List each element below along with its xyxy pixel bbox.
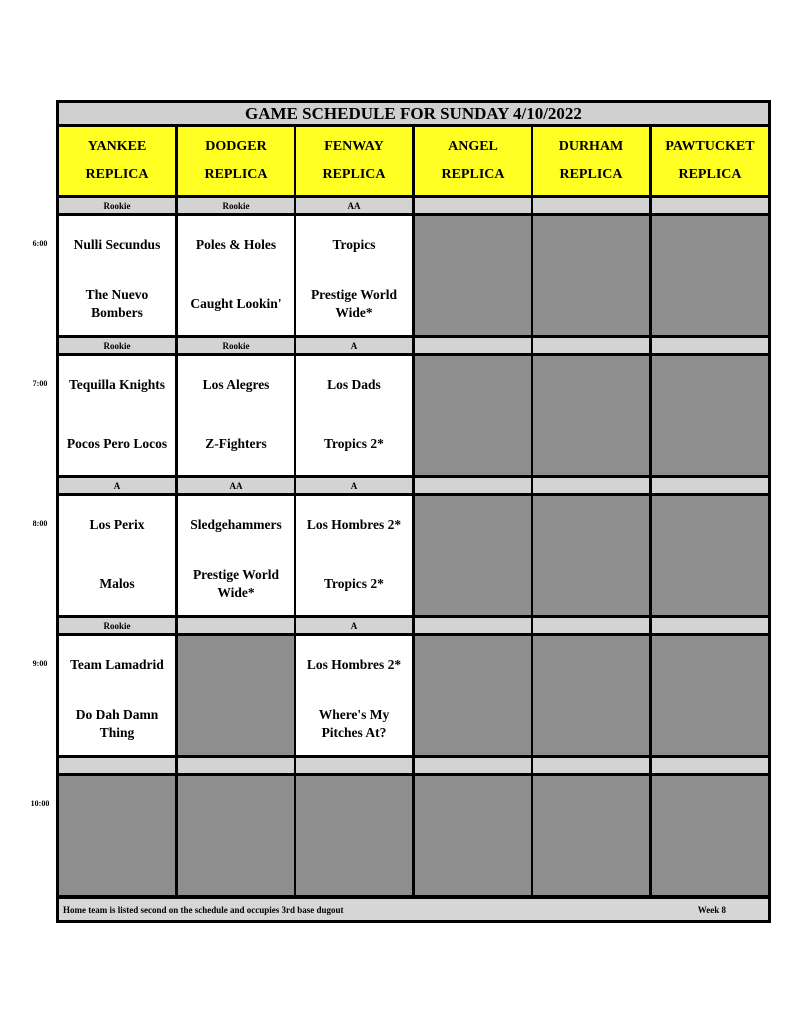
home-team: Prestige World Wide* bbox=[192, 567, 280, 600]
game-cell bbox=[59, 216, 175, 335]
home-team: Z-Fighters bbox=[205, 436, 267, 451]
division-label bbox=[533, 198, 649, 213]
division-label: Rookie bbox=[59, 198, 175, 213]
division-label: AA bbox=[296, 198, 412, 213]
empty-slot bbox=[415, 356, 531, 475]
empty-slot bbox=[415, 636, 531, 755]
empty-slot bbox=[652, 216, 768, 335]
time-label: 6:00 bbox=[32, 239, 48, 248]
division-label bbox=[652, 618, 768, 633]
empty-slot bbox=[533, 496, 649, 615]
division-label bbox=[533, 758, 649, 773]
time-label: 10:00 bbox=[30, 799, 50, 808]
division-label bbox=[415, 198, 531, 213]
empty-slot bbox=[59, 776, 175, 895]
game-cell bbox=[178, 496, 294, 615]
schedule-table bbox=[56, 100, 771, 923]
away-team: Tropics bbox=[332, 237, 376, 252]
field-header bbox=[415, 127, 531, 195]
field-subtitle: REPLICA bbox=[559, 167, 623, 182]
home-team: Caught Lookin' bbox=[190, 296, 282, 311]
away-team: Nulli Secundus bbox=[73, 237, 161, 252]
empty-slot bbox=[652, 636, 768, 755]
home-team: Tropics 2* bbox=[324, 436, 384, 451]
division-label bbox=[296, 758, 412, 773]
field-subtitle: REPLICA bbox=[322, 167, 386, 182]
home-team: Tropics 2* bbox=[324, 576, 384, 591]
division-label bbox=[533, 338, 649, 353]
away-team: Los Perix bbox=[89, 517, 145, 532]
home-team: The Nuevo Bombers bbox=[85, 287, 149, 320]
field-header bbox=[652, 127, 768, 195]
home-team: Pocos Pero Locos bbox=[66, 436, 168, 451]
field-header bbox=[296, 127, 412, 195]
away-team: Team Lamadrid bbox=[70, 657, 164, 672]
game-cell bbox=[59, 636, 175, 755]
game-cell bbox=[296, 216, 412, 335]
division-label: Rookie bbox=[178, 338, 294, 353]
away-team: Sledgehammers bbox=[190, 517, 282, 532]
game-cell bbox=[59, 496, 175, 615]
away-team: Tequilla Knights bbox=[69, 377, 165, 392]
division-label bbox=[533, 618, 649, 633]
empty-slot bbox=[533, 776, 649, 895]
division-label: A bbox=[296, 338, 412, 353]
field-name: YANKEE bbox=[87, 139, 147, 154]
away-team: Los Alegres bbox=[202, 377, 270, 392]
division-label: A bbox=[296, 618, 412, 633]
empty-slot bbox=[652, 776, 768, 895]
division-label bbox=[415, 478, 531, 493]
home-team: Prestige World Wide* bbox=[310, 287, 398, 320]
division-label: A bbox=[59, 478, 175, 493]
game-cell bbox=[59, 356, 175, 475]
empty-slot bbox=[533, 636, 649, 755]
away-team: Los Hombres 2* bbox=[306, 517, 402, 532]
division-label bbox=[415, 338, 531, 353]
division-label: AA bbox=[178, 478, 294, 493]
division-label: Rookie bbox=[178, 198, 294, 213]
away-team: Los Dads bbox=[327, 377, 381, 392]
field-header bbox=[178, 127, 294, 195]
division-label bbox=[178, 758, 294, 773]
empty-slot bbox=[533, 356, 649, 475]
division-label: Rookie bbox=[59, 618, 175, 633]
away-team: Poles & Holes bbox=[195, 237, 277, 252]
footer-bar bbox=[59, 899, 768, 920]
division-label: Rookie bbox=[59, 338, 175, 353]
field-header bbox=[533, 127, 649, 195]
division-label bbox=[533, 478, 649, 493]
field-name: DODGER bbox=[205, 139, 267, 154]
game-cell bbox=[178, 356, 294, 475]
empty-slot bbox=[178, 776, 294, 895]
division-label bbox=[652, 338, 768, 353]
division-label bbox=[652, 198, 768, 213]
time-label: 8:00 bbox=[32, 519, 48, 528]
game-cell bbox=[296, 356, 412, 475]
empty-slot bbox=[296, 776, 412, 895]
field-subtitle: REPLICA bbox=[441, 167, 505, 182]
empty-slot bbox=[415, 776, 531, 895]
time-label: 9:00 bbox=[32, 659, 48, 668]
empty-slot bbox=[652, 356, 768, 475]
week-label: Week 8 bbox=[697, 904, 726, 915]
field-name: FENWAY bbox=[324, 139, 384, 154]
game-cell bbox=[296, 496, 412, 615]
home-team: Do Dah Damn Thing bbox=[75, 707, 159, 740]
empty-slot bbox=[415, 496, 531, 615]
field-subtitle: REPLICA bbox=[85, 167, 149, 182]
division-label: A bbox=[296, 478, 412, 493]
field-name: ANGEL bbox=[448, 139, 498, 154]
division-label bbox=[652, 758, 768, 773]
away-team: Los Hombres 2* bbox=[306, 657, 402, 672]
footer-note: Home team is listed second on the schedule and occupies 3rd base dugout bbox=[63, 904, 344, 915]
game-cell bbox=[178, 216, 294, 335]
game-cell bbox=[296, 636, 412, 755]
home-team: Where's My Pitches At? bbox=[318, 707, 390, 740]
field-subtitle: REPLICA bbox=[204, 167, 268, 182]
division-label bbox=[652, 478, 768, 493]
empty-slot bbox=[533, 216, 649, 335]
field-name: PAWTUCKET bbox=[665, 139, 755, 154]
empty-slot bbox=[652, 496, 768, 615]
division-label bbox=[59, 758, 175, 773]
division-label bbox=[178, 618, 294, 633]
field-name: DURHAM bbox=[558, 139, 624, 154]
home-team: Malos bbox=[99, 576, 135, 591]
page-title: GAME SCHEDULE FOR SUNDAY 4/10/2022 bbox=[59, 103, 768, 124]
division-label bbox=[415, 618, 531, 633]
empty-slot bbox=[415, 216, 531, 335]
empty-slot bbox=[178, 636, 294, 755]
field-header bbox=[59, 127, 175, 195]
time-label: 7:00 bbox=[32, 379, 48, 388]
field-subtitle: REPLICA bbox=[678, 167, 742, 182]
division-label bbox=[415, 758, 531, 773]
